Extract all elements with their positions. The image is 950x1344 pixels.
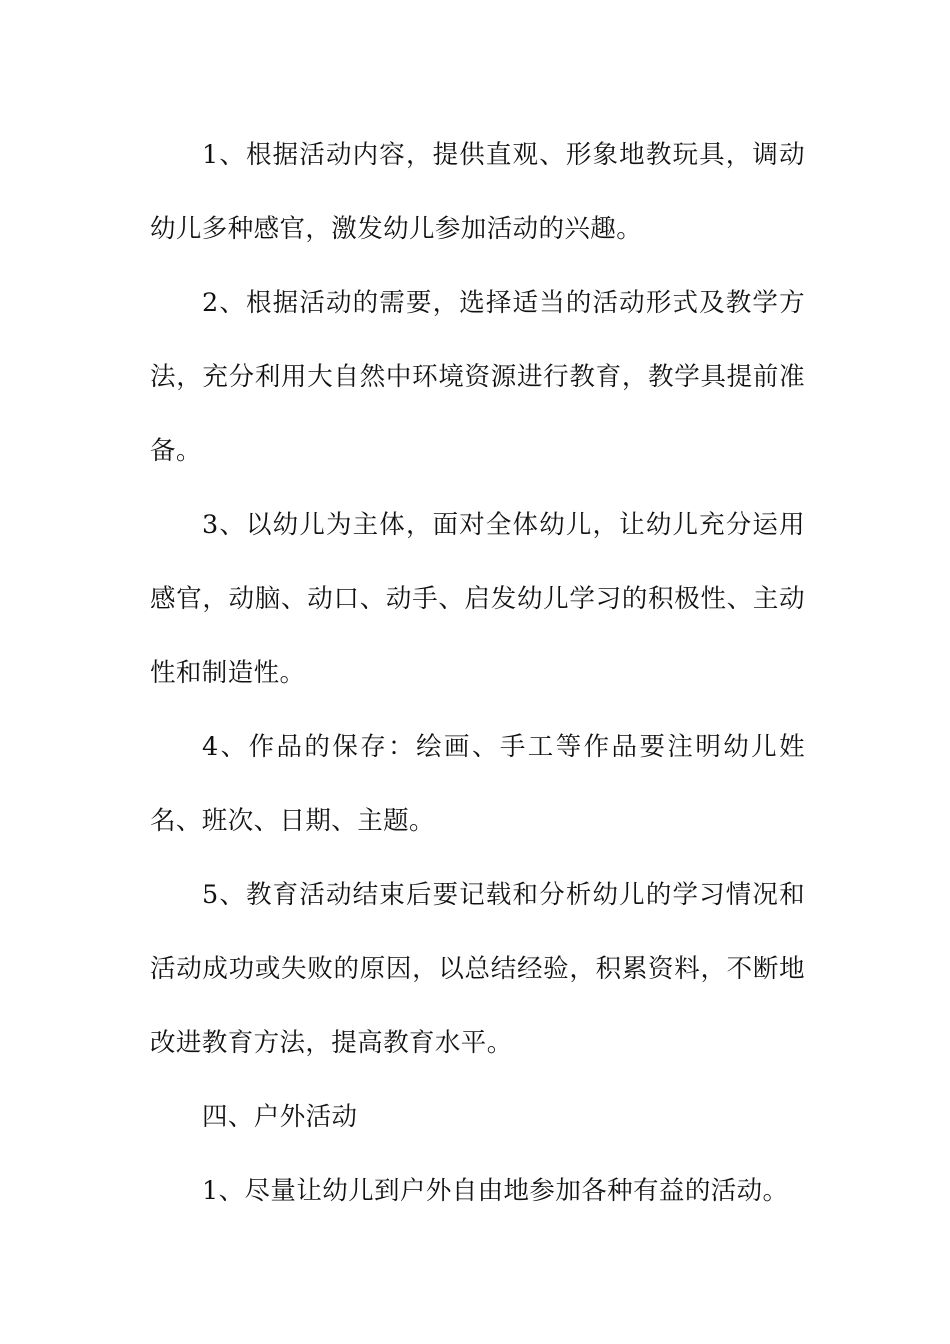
paragraph-item-1: 1、根据活动内容，提供直观、形象地教玩具，调动幼儿多种感官，激发幼儿参加活动的兴趣。 <box>150 140 805 244</box>
document-body <box>150 118 805 1228</box>
section-heading-outdoor-activities: 四、户外活动 <box>202 1102 358 1132</box>
paragraph-item-6: 1、尽量让幼儿到户外自由地参加各种有益的活动。 <box>202 1176 789 1206</box>
paragraph-item-2: 2、根据活动的需要，选择适当的活动形式及教学方法，充分利用大自然中环境资源进行教育，教学具提前准备。 <box>150 288 805 466</box>
paragraph-item-5: 5、教育活动结束后要记载和分析幼儿的学习情况和活动成功或失败的原因，以总结经验，积累资料，不断地改进教育方法，提高教育水平。 <box>150 880 805 1058</box>
paragraph-item-4: 4、作品的保存：绘画、手工等作品要注明幼儿姓名、班次、日期、主题。 <box>150 732 805 836</box>
paragraph-item-3: 3、以幼儿为主体，面对全体幼儿，让幼儿充分运用感官，动脑、动口、动手、启发幼儿学习的积极性、主动性和制造性。 <box>150 510 805 688</box>
